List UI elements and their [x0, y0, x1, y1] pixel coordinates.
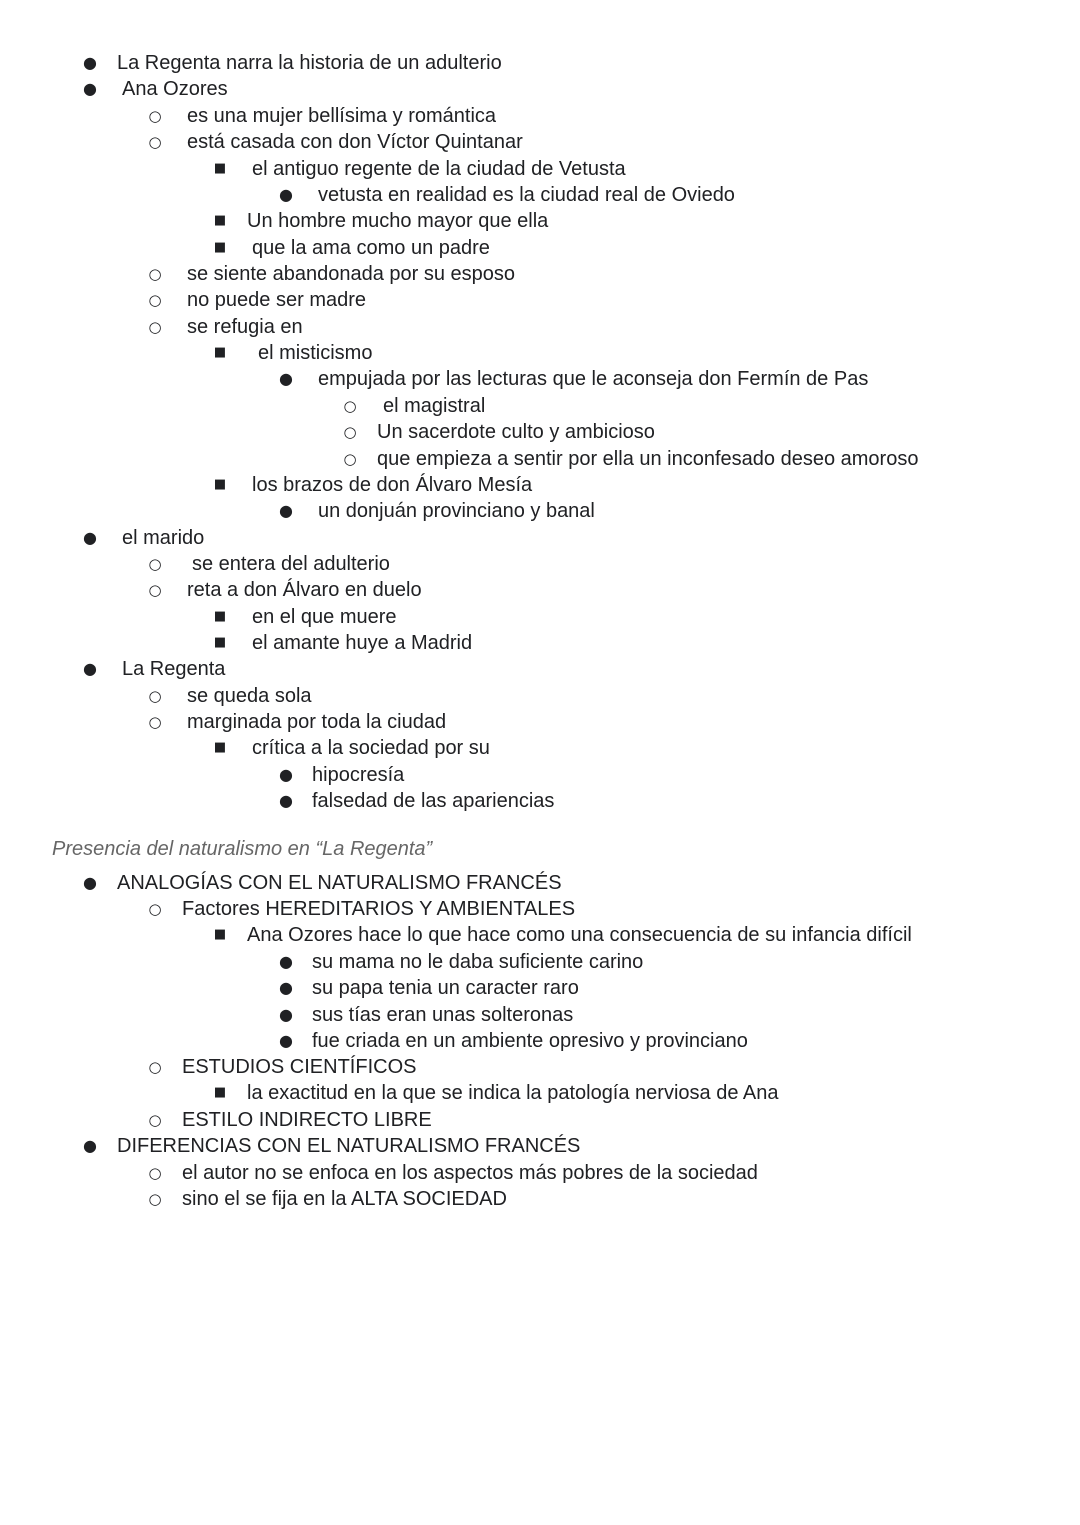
- list-item-text: la exactitud en la que se indica la patología nerviosa de Ana: [247, 1082, 779, 1104]
- bullet-square-icon: ■: [213, 345, 227, 360]
- list-item-text: que la ama como un padre: [252, 237, 490, 259]
- list-item-text: Un hombre mucho mayor que ella: [247, 210, 549, 232]
- list-item-text: el autor no se enfoca en los aspectos más pobres de la sociedad: [182, 1162, 758, 1184]
- list-item-text: se siente abandonada por su esposo: [187, 263, 516, 285]
- bullet-disc-icon: ●: [83, 528, 97, 547]
- list-item-text: los brazos de don Álvaro Mesía: [252, 474, 533, 496]
- bullet-circle-icon: ○: [148, 1111, 162, 1129]
- list-item-text: en el que muere: [252, 606, 397, 628]
- bullet-circle-icon: ○: [148, 318, 162, 336]
- list-item-text: el antiguo regente de la ciudad de Vetusta: [252, 158, 626, 180]
- list-item-text: que empieza a sentir por ella un inconfesado deseo amoroso: [377, 448, 919, 470]
- bullet-disc-icon: ●: [279, 952, 293, 971]
- bullet-disc-icon: ●: [83, 79, 97, 98]
- bullet-square-icon: ■: [213, 1085, 227, 1100]
- bullet-circle-icon: ○: [148, 1190, 162, 1208]
- bullet-disc-icon: ●: [83, 53, 97, 72]
- bullet-square-icon: ■: [213, 161, 227, 176]
- bullet-circle-icon: ○: [148, 581, 162, 599]
- list-item-text: Un sacerdote culto y ambicioso: [377, 421, 655, 443]
- list-item-text: Ana Ozores hace lo que hace como una consecuencia de su infancia difícil: [247, 924, 912, 946]
- bullet-square-icon: ■: [213, 635, 227, 650]
- list-item-text: el marido: [122, 527, 205, 549]
- bullet-square-icon: ■: [213, 240, 227, 255]
- list-item-text: La Regenta: [122, 658, 226, 680]
- list-item-text: empujada por las lecturas que le aconseja don Fermín de Pas: [318, 368, 869, 390]
- bullet-circle-icon: ○: [148, 265, 162, 283]
- bullet-circle-icon: ○: [148, 900, 162, 918]
- list-item-text: crítica a la sociedad por su: [252, 737, 490, 759]
- bullet-disc-icon: ●: [279, 501, 293, 520]
- list-item-text: vetusta en realidad es la ciudad real de Oviedo: [318, 184, 735, 206]
- list-item-text: Ana Ozores: [122, 78, 228, 100]
- bullet-circle-icon: ○: [148, 1164, 162, 1182]
- bullet-circle-icon: ○: [148, 107, 162, 125]
- bullet-circle-icon: ○: [148, 713, 162, 731]
- bullet-disc-icon: ●: [279, 765, 293, 784]
- list-item-text: falsedad de las apariencias: [312, 790, 555, 812]
- list-item-text: el amante huye a Madrid: [252, 632, 473, 654]
- list-item-text: su papa tenia un caracter raro: [312, 977, 579, 999]
- list-item-text: DIFERENCIAS CON EL NATURALISMO FRANCÉS: [117, 1135, 581, 1157]
- list-item-text: su mama no le daba suficiente carino: [312, 951, 644, 973]
- list-item-text: no puede ser madre: [187, 289, 367, 311]
- bullet-disc-icon: ●: [279, 1031, 293, 1050]
- list-item-text: Factores HEREDITARIOS Y AMBIENTALES: [182, 898, 576, 920]
- section-heading: Presencia del naturalismo en “La Regenta”: [52, 838, 433, 860]
- bullet-disc-icon: ●: [279, 1005, 293, 1024]
- bullet-circle-icon: ○: [148, 133, 162, 151]
- list-item-text: sino el se fija en la ALTA SOCIEDAD: [182, 1188, 507, 1210]
- list-item-text: sus tías eran unas solteronas: [312, 1004, 574, 1026]
- list-item-text: se refugia en: [187, 316, 303, 338]
- bullet-disc-icon: ●: [279, 791, 293, 810]
- bullet-circle-icon: ○: [148, 555, 162, 573]
- bullet-square-icon: ■: [213, 213, 227, 228]
- bullet-square-icon: ■: [213, 740, 227, 755]
- list-item-text: está casada con don Víctor Quintanar: [187, 131, 523, 153]
- bullet-circle-icon: ○: [148, 291, 162, 309]
- list-item-text: el misticismo: [258, 342, 373, 364]
- bullet-circle-icon: ○: [148, 1058, 162, 1076]
- bullet-square-icon: ■: [213, 477, 227, 492]
- list-item-text: el magistral: [383, 395, 486, 417]
- bullet-disc-icon: ●: [83, 659, 97, 678]
- bullet-disc-icon: ●: [83, 873, 97, 892]
- bullet-circle-icon: ○: [343, 450, 357, 468]
- list-item-text: ESTILO INDIRECTO LIBRE: [182, 1109, 432, 1131]
- list-item-text: marginada por toda la ciudad: [187, 711, 447, 733]
- bullet-disc-icon: ●: [279, 369, 293, 388]
- bullet-square-icon: ■: [213, 609, 227, 624]
- list-item-text: reta a don Álvaro en duelo: [187, 579, 422, 601]
- bullet-disc-icon: ●: [279, 978, 293, 997]
- bullet-circle-icon: ○: [343, 423, 357, 441]
- bullet-disc-icon: ●: [83, 1136, 97, 1155]
- list-item-text: hipocresía: [312, 764, 405, 786]
- list-item-text: se queda sola: [187, 685, 312, 707]
- bullet-disc-icon: ●: [279, 185, 293, 204]
- list-item-text: es una mujer bellísima y romántica: [187, 105, 497, 127]
- bullet-circle-icon: ○: [343, 397, 357, 415]
- list-item-text: fue criada en un ambiente opresivo y provinciano: [312, 1030, 748, 1052]
- list-item-text: La Regenta narra la historia de un adulterio: [117, 52, 502, 74]
- list-item-text: se entera del adulterio: [192, 553, 390, 575]
- bullet-square-icon: ■: [213, 927, 227, 942]
- list-item-text: un donjuán provinciano y banal: [318, 500, 595, 522]
- list-item-text: ESTUDIOS CIENTÍFICOS: [182, 1056, 417, 1078]
- list-item-text: ANALOGÍAS CON EL NATURALISMO FRANCÉS: [117, 872, 562, 894]
- bullet-circle-icon: ○: [148, 687, 162, 705]
